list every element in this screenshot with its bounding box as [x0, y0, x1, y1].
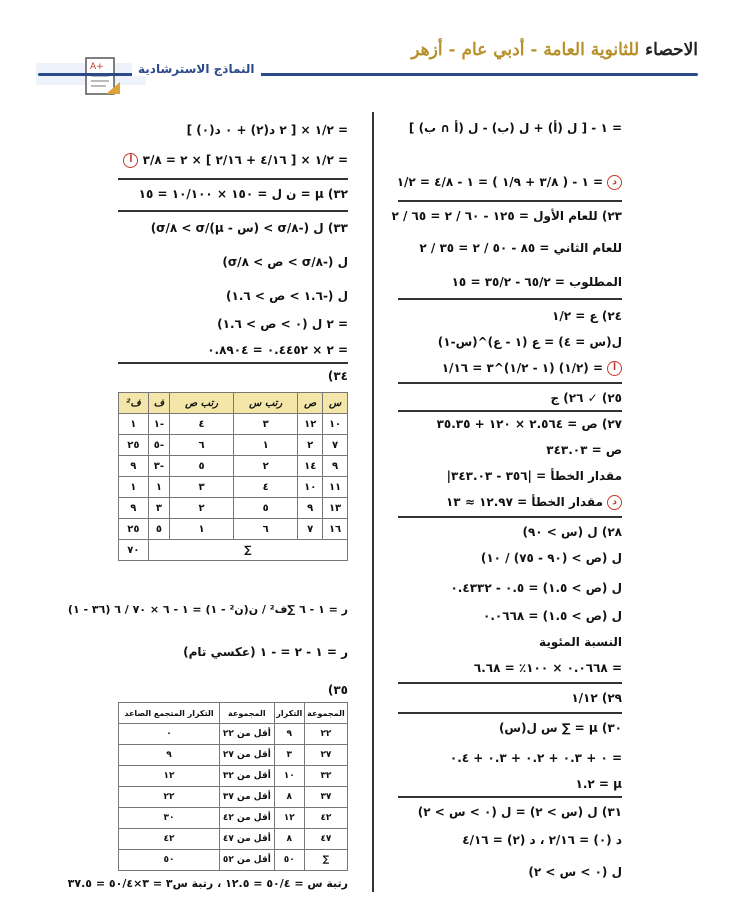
line: ل (-١.٦ > ص > ١.٦): [226, 289, 348, 303]
page-subtitle: النماذج الاسترشادية: [132, 62, 261, 76]
table-cell: ٩: [119, 498, 149, 519]
table-cell: ∑: [304, 850, 347, 871]
table-cell: ٣٢: [304, 766, 347, 787]
table-cell: ٢٥: [119, 435, 149, 456]
table-cell: ٩: [323, 456, 348, 477]
line: ل (ص > ١.٥) = ٠.٥ - ٠.٤٣٣٢: [450, 581, 622, 595]
line: ص = ٣٤٣.٠٣: [546, 443, 622, 457]
line: ٣٣) ل (-٨/σ > (س - μ)/σ > ٨/σ): [150, 221, 348, 235]
separator: [118, 210, 348, 212]
line: د= ١ - ( ٣/٨ + ١/٩ ) = ١ - ٤/٨ = ١/٢: [398, 174, 622, 190]
frequency-table: [118, 702, 348, 871]
table-row: [119, 766, 348, 787]
line: ل (٠ > س > ٢): [528, 865, 622, 879]
line: ل (ص > (٩٠ - ٧٥) / ١٠): [480, 551, 622, 565]
table-cell: ٧٠: [119, 540, 149, 561]
table-cell: أقل من ٣٧: [219, 787, 274, 808]
separator: [398, 682, 622, 684]
table-row: [119, 808, 348, 829]
answer-mark: أ: [607, 361, 622, 376]
table-cell: ٥: [234, 498, 298, 519]
table-cell: ٢٥: [119, 519, 149, 540]
table-row: [119, 745, 348, 766]
line: النسبة المئوية: [539, 635, 622, 649]
table-cell: ٣٠: [119, 808, 220, 829]
table-header-cell: التكرار المتجمع الصاعد: [119, 703, 220, 724]
separator: [398, 200, 622, 202]
line: المطلوب = ٦٥/٢ - ٣٥/٢ = ١٥: [451, 275, 622, 289]
table-cell: ٧: [298, 519, 323, 540]
line: = ٠ + ٠.٣ + ٠.٢ + ٠.٣ + ٠.٤: [449, 751, 622, 765]
answer-mark: د: [607, 175, 622, 190]
line: = ٠.٠٦٦٨ × ١٠٠٪ = ٦.٦٨: [473, 661, 622, 675]
table-cell: ١٢: [274, 808, 304, 829]
table-header-cell: ف: [148, 393, 169, 414]
table-cell: ٩: [274, 724, 304, 745]
table-cell: ٣: [170, 477, 234, 498]
table-cell: أقل من ٢٢: [219, 724, 274, 745]
separator: [118, 362, 348, 364]
table-cell: ٢٢: [119, 787, 220, 808]
table-row: [119, 787, 348, 808]
table-cell: ١: [119, 477, 149, 498]
column-divider: [372, 112, 374, 892]
line: ٢٨) ل (س > ٩٠): [522, 525, 622, 539]
line: = ٢ × ٠.٤٤٥٢ = ٠.٨٩٠٤: [207, 343, 348, 357]
table-cell: ٥٠: [119, 850, 220, 871]
table-cell: ٥: [170, 456, 234, 477]
table-cell: ٢: [298, 435, 323, 456]
line: أ= (١/٢) (١ - ١/٢)^٣ = ١/١٦: [398, 360, 622, 376]
table-header-cell: التكرار: [274, 703, 304, 724]
table-cell: ٧: [323, 435, 348, 456]
table-cell: ٣: [274, 745, 304, 766]
table-cell: ١٣: [323, 498, 348, 519]
table-cell: ٤: [170, 414, 234, 435]
table-cell: ٩: [298, 498, 323, 519]
table-cell: ١: [234, 435, 298, 456]
table-cell: أقل من ٢٧: [219, 745, 274, 766]
table-cell: ٦: [234, 519, 298, 540]
table-header-cell: رتب ص: [170, 393, 234, 414]
separator: [398, 796, 622, 798]
answer-mark: أ: [123, 153, 138, 168]
question-35: ٣٥): [327, 683, 348, 697]
line: ل(س = ٤) = ع (١ - ع)^(س-١): [437, 335, 622, 349]
table-row: [119, 724, 348, 745]
line: = ١ - [ ل (أ) + ل (ب) - ل (أ ∩ ب) ]: [408, 121, 622, 135]
table-cell: ٨: [274, 787, 304, 808]
table-cell: ٥: [148, 519, 169, 540]
line: = ١/٢ × [ ٢ د(٢) + ٠ د(٠) ]: [186, 123, 348, 137]
line: ٣٠) μ = ∑ س ل(س): [498, 721, 622, 735]
separator: [398, 298, 622, 300]
table-cell: -٣: [148, 456, 169, 477]
line: ٣٢) μ = ن ل = ١٥٠ × ١٠/١٠٠ = ١٥: [138, 187, 348, 201]
table-cell: أقل من ٤٢: [219, 808, 274, 829]
table-cell: ٢٢: [304, 724, 347, 745]
table-row: [119, 477, 348, 498]
table-cell: ٩: [119, 745, 220, 766]
table-cell: ٤: [234, 477, 298, 498]
left-column: [67, 112, 348, 906]
table-cell: ١: [119, 414, 149, 435]
page-title: الاحصاء للثانوية العامة - أدبي عام - أزهر: [411, 40, 698, 60]
line: ر = ١ - ٢ = - ١ (عكسي تام): [183, 645, 348, 659]
table-cell: ٨: [274, 829, 304, 850]
table-row: [119, 519, 348, 540]
table-row: [119, 498, 348, 519]
line: دمقدار الخطأ = ١٢.٩٧ ≈ ١٣: [398, 494, 622, 510]
table-cell: ٤٢: [304, 808, 347, 829]
table-cell: ٠: [119, 724, 220, 745]
line: ٢٩) ١/١٢: [571, 691, 622, 705]
table-row: [119, 435, 348, 456]
line: ل (-٨/σ > ص > ٨/σ): [222, 255, 348, 269]
separator: [398, 410, 622, 412]
line: ٢٧) ص = ٢.٥٦٤ × ١٢٠ + ٣٥.٣٥: [436, 417, 622, 431]
table-row: [119, 540, 348, 561]
table-cell: ٣: [234, 414, 298, 435]
table-cell: ∑: [148, 540, 347, 561]
table-cell: ١٦: [323, 519, 348, 540]
separator: [398, 516, 622, 518]
line: رتبة س = ٥٠/٤ = ١٢.٥ ، رتبة س٣ = ٣×٥٠/٤ = ٣٧.٥: [67, 877, 348, 890]
table-cell: ٢: [234, 456, 298, 477]
separator: [118, 178, 348, 180]
line: للعام الثاني = ٨٥ - ٥٠ / ٢ = ٣٥ / ٢: [419, 241, 622, 255]
table-row: [119, 456, 348, 477]
table-cell: أقل من ٤٧: [219, 829, 274, 850]
line: ر = ١ - ٦ ∑ف² / ن(ن² - ١) = ١ - ٦ × ٧٠ / ٦ (٣٦ - ١): [67, 603, 348, 616]
table-cell: ٢٧: [304, 745, 347, 766]
table-cell: -٥: [148, 435, 169, 456]
table-header-cell: س: [323, 393, 348, 414]
table-row: [119, 850, 348, 871]
table-cell: ٩: [119, 456, 149, 477]
table-cell: ١٢: [119, 766, 220, 787]
table-cell: ٥٠: [274, 850, 304, 871]
table-cell: ١٢: [298, 414, 323, 435]
table-cell: ٦: [170, 435, 234, 456]
table-cell: ٤٢: [119, 829, 220, 850]
table-header-cell: ص: [298, 393, 323, 414]
table-cell: ٣٧: [304, 787, 347, 808]
line: د (٠) = ٢/١٦ ، د (٢) = ٤/١٦: [462, 833, 622, 847]
table-header-cell: ف²: [119, 393, 149, 414]
table-header-cell: المجموعة: [304, 703, 347, 724]
table-cell: -١: [148, 414, 169, 435]
table-cell: ٢: [170, 498, 234, 519]
table-header-cell: رتب س: [234, 393, 298, 414]
line: ٢٥) ✓ ٢٦) ج: [550, 391, 622, 405]
answer-mark: د: [607, 495, 622, 510]
table-cell: ٤٧: [304, 829, 347, 850]
table-cell: أقل من ٥٢: [219, 850, 274, 871]
page-header: [0, 0, 750, 110]
table-row: [119, 414, 348, 435]
right-column: [391, 112, 622, 906]
table-cell: أقل من ٣٢: [219, 766, 274, 787]
svg-text:A+: A+: [90, 62, 104, 72]
table-cell: ١: [148, 477, 169, 498]
exam-sheet-icon: [82, 54, 122, 98]
table-cell: ٣: [148, 498, 169, 519]
line: μ = ١.٢: [575, 777, 622, 791]
line: ٣١) ل (س > ٢) = ل (٠ > س > ٢): [417, 805, 622, 819]
rank-table: [118, 392, 348, 561]
line: مقدار الخطأ = |٣٥٦ - ٣٤٣.٠٣|: [446, 469, 622, 483]
line: ل (ص > ١.٥) = ٠.٠٦٦٨: [483, 609, 622, 623]
table-cell: ١٠: [323, 414, 348, 435]
table-cell: ١٠: [274, 766, 304, 787]
line: = ٢ ل (٠ > ص > ١.٦): [217, 317, 348, 331]
table-row: [119, 829, 348, 850]
line: = ١/٢ × [ ٤/١٦ + ٢/١٦ ] × ٢ = ٣/٨ أ: [118, 152, 348, 168]
separator: [398, 712, 622, 714]
line: ٢٤) ع = ١/٢: [552, 309, 622, 323]
table-header-cell: المجموعة: [219, 703, 274, 724]
table-cell: ١٤: [298, 456, 323, 477]
line: ٢٣) للعام الأول = ١٢٥ - ٦٠ / ٢ = ٦٥ / ٢: [391, 209, 622, 223]
table-cell: ١: [170, 519, 234, 540]
table-cell: ١٠: [298, 477, 323, 498]
separator: [398, 382, 622, 384]
question-34: ٣٤): [327, 369, 348, 383]
table-cell: ١١: [323, 477, 348, 498]
